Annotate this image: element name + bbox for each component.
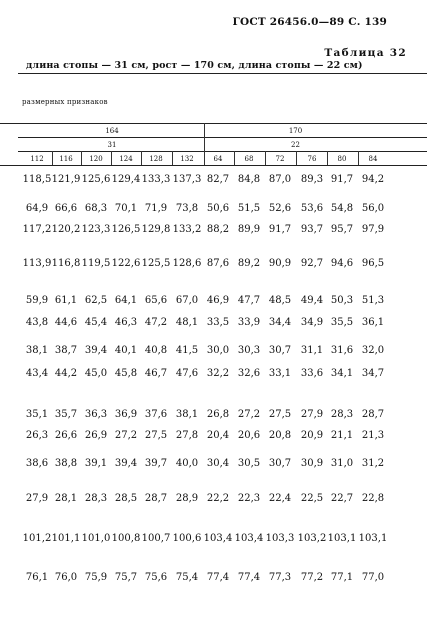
table-cell: 41,5 [175,345,199,356]
table-cell: 116,8 [51,258,81,269]
table-cell: 123,3 [81,224,111,235]
table-cell: 62,5 [84,295,108,306]
table-cell: 21,1 [330,430,354,441]
table-cell: 31,1 [300,345,324,356]
height-group-label: 170 [288,127,303,135]
table-cell: 95,7 [330,224,354,235]
table-cell: 48,5 [268,295,292,306]
table-cell: 34,4 [268,317,292,328]
table-cell: 93,7 [300,224,324,235]
table-cell: 22,7 [330,493,354,504]
table-cell: 39,4 [84,345,108,356]
table-cell: 94,2 [361,174,385,185]
table-cell: 27,2 [114,430,138,441]
table-cell: 84,8 [237,174,261,185]
table-cell: 28,1 [54,493,78,504]
table-cell: 113,9 [22,258,52,269]
table-cell: 35,7 [54,409,78,420]
table-cell: 28,7 [361,409,385,420]
header-bottom-rule [0,165,427,166]
table-cell: 129,8 [141,224,171,235]
table-cell: 82,7 [206,174,230,185]
table-cell: 128,6 [172,258,202,269]
table-cell: 36,9 [114,409,138,420]
table-cell: 40,8 [144,345,168,356]
table-cell: 44,6 [54,317,78,328]
table-cell: 64,9 [25,203,49,214]
table-cell: 38,7 [54,345,78,356]
table-cell: 87,0 [268,174,292,185]
table-cell: 50,6 [206,203,230,214]
table-cell: 28,5 [114,493,138,504]
column-header: 84 [368,155,378,163]
table-cell: 28,3 [84,493,108,504]
table-cell: 68,3 [84,203,108,214]
column-header: 72 [275,155,285,163]
table-cell: 30,5 [237,458,261,469]
table-cell: 20,6 [237,430,261,441]
table-cell: 38,1 [25,345,49,356]
table-cell: 122,6 [111,258,141,269]
table-cell: 31,0 [330,458,354,469]
table-cell: 89,2 [237,258,261,269]
table-cell: 89,3 [300,174,324,185]
table-cell: 30,4 [206,458,230,469]
table-cell: 77,4 [237,572,261,583]
table-title: длина стопы — 31 см, рост — 170 см, длина стопы — 22 см) [26,60,363,71]
column-header: 112 [30,155,44,163]
column-header: 128 [149,155,163,163]
foot-group-label: 31 [107,141,117,149]
table-cell: 77,4 [206,572,230,583]
table-cell: 50,3 [330,295,354,306]
table-cell: 28,9 [175,493,199,504]
table-cell: 101,0 [81,533,111,544]
table-cell: 39,1 [84,458,108,469]
table-cell: 45,0 [84,368,108,379]
table-cell: 96,5 [361,258,385,269]
column-header: 120 [89,155,103,163]
table-cell: 48,1 [175,317,199,328]
table-cell: 103,1 [358,533,388,544]
column-header: 68 [244,155,254,163]
table-cell: 27,5 [144,430,168,441]
table-cell: 75,7 [114,572,138,583]
table-cell: 76,1 [25,572,49,583]
table-cell: 37,6 [144,409,168,420]
table-cell: 27,2 [237,409,261,420]
table-cell: 32,0 [361,345,385,356]
table-cell: 67,0 [175,295,199,306]
table-cell: 45,8 [114,368,138,379]
table-cell: 39,4 [114,458,138,469]
table-cell: 31,6 [330,345,354,356]
table-cell: 38,8 [54,458,78,469]
table-cell: 92,7 [300,258,324,269]
table-cell: 40,1 [114,345,138,356]
table-cell: 20,9 [300,430,324,441]
table-cell: 43,8 [25,317,49,328]
table-cell: 75,6 [144,572,168,583]
table-cell: 30,0 [206,345,230,356]
table-cell: 120,2 [51,224,81,235]
table-cell: 38,6 [25,458,49,469]
table-cell: 30,3 [237,345,261,356]
table-cell: 51,3 [361,295,385,306]
table-cell: 26,6 [54,430,78,441]
table-cell: 103,1 [327,533,357,544]
table-cell: 66,6 [54,203,78,214]
table-cell: 73,8 [175,203,199,214]
column-header: 76 [307,155,317,163]
table-cell: 94,6 [330,258,354,269]
height-group-label: 164 [105,127,119,135]
header-top-rule [0,123,427,124]
table-cell: 75,4 [175,572,199,583]
table-cell: 59,9 [25,295,49,306]
table-cell: 45,4 [84,317,108,328]
table-cell: 47,7 [237,295,261,306]
table-cell: 22,2 [206,493,230,504]
table-cell: 22,8 [361,493,385,504]
table-cell: 126,5 [111,224,141,235]
table-cell: 61,1 [54,295,78,306]
table-cell: 22,4 [268,493,292,504]
table-cell: 76,0 [54,572,78,583]
table-cell: 91,7 [330,174,354,185]
table-cell: 46,7 [144,368,168,379]
table-cell: 133,2 [172,224,202,235]
table-cell: 22,5 [300,493,324,504]
table-cell: 21,3 [361,430,385,441]
table-cell: 125,5 [141,258,171,269]
table-cell: 137,3 [172,174,202,185]
table-cell: 33,9 [237,317,261,328]
table-label: Таблица 32 [324,47,407,59]
table-cell: 71,9 [144,203,168,214]
table-cell: 119,5 [81,258,111,269]
table-cell: 100,6 [172,533,202,544]
table-cell: 27,9 [25,493,49,504]
table-cell: 34,1 [330,368,354,379]
table-cell: 35,5 [330,317,354,328]
table-cell: 34,7 [361,368,385,379]
table-cell: 30,7 [268,458,292,469]
table-cell: 27,9 [300,409,324,420]
table-cell: 103,3 [265,533,295,544]
table-cell: 46,3 [114,317,138,328]
table-cell: 51,5 [237,203,261,214]
table-cell: 38,1 [175,409,199,420]
table-cell: 77,3 [268,572,292,583]
height-rule [18,137,427,138]
title-rule [18,73,427,74]
column-header: 64 [213,155,223,163]
column-header: 116 [59,155,73,163]
table-cell: 20,8 [268,430,292,441]
table-cell: 53,6 [300,203,324,214]
table-cell: 22,3 [237,493,261,504]
table-cell: 56,0 [361,203,385,214]
table-cell: 30,9 [300,458,324,469]
table-cell: 54,8 [330,203,354,214]
table-cell: 89,9 [237,224,261,235]
table-cell: 52,6 [268,203,292,214]
table-cell: 75,9 [84,572,108,583]
table-cell: 26,3 [25,430,49,441]
table-cell: 33,6 [300,368,324,379]
table-cell: 28,7 [144,493,168,504]
table-cell: 133,3 [141,174,171,185]
sub-heading: размерных признаков [22,98,108,106]
foot-rule [18,151,427,152]
column-header: 124 [119,155,133,163]
column-header: 132 [180,155,194,163]
table-cell: 32,2 [206,368,230,379]
table-cell: 101,1 [51,533,81,544]
table-cell: 40,0 [175,458,199,469]
table-cell: 118,5 [22,174,52,185]
table-cell: 36,3 [84,409,108,420]
table-cell: 27,5 [268,409,292,420]
table-cell: 26,9 [84,430,108,441]
column-header: 80 [337,155,347,163]
table-cell: 77,1 [330,572,354,583]
table-cell: 129,4 [111,174,141,185]
table-cell: 101,2 [22,533,52,544]
table-cell: 70,1 [114,203,138,214]
table-cell: 27,8 [175,430,199,441]
table-cell: 77,0 [361,572,385,583]
table-cell: 33,1 [268,368,292,379]
table-cell: 30,7 [268,345,292,356]
table-cell: 97,9 [361,224,385,235]
table-cell: 121,9 [51,174,81,185]
table-cell: 46,9 [206,295,230,306]
table-cell: 103,4 [203,533,233,544]
table-cell: 20,4 [206,430,230,441]
table-cell: 44,2 [54,368,78,379]
table-cell: 32,6 [237,368,261,379]
table-cell: 39,7 [144,458,168,469]
table-cell: 47,6 [175,368,199,379]
table-cell: 103,2 [297,533,327,544]
page-header: ГОСТ 26456.0—89 С. 139 [232,16,387,28]
table-cell: 31,2 [361,458,385,469]
table-cell: 90,9 [268,258,292,269]
table-cell: 91,7 [268,224,292,235]
table-cell: 49,4 [300,295,324,306]
table-cell: 117,2 [22,224,52,235]
table-cell: 35,1 [25,409,49,420]
table-cell: 87,6 [206,258,230,269]
table-cell: 36,1 [361,317,385,328]
table-cell: 125,6 [81,174,111,185]
table-cell: 64,1 [114,295,138,306]
table-cell: 103,4 [234,533,264,544]
table-cell: 26,8 [206,409,230,420]
table-cell: 65,6 [144,295,168,306]
table-cell: 43,4 [25,368,49,379]
table-cell: 100,7 [141,533,171,544]
table-cell: 77,2 [300,572,324,583]
table-cell: 28,3 [330,409,354,420]
table-cell: 88,2 [206,224,230,235]
table-cell: 47,2 [144,317,168,328]
table-cell: 34,9 [300,317,324,328]
foot-group-label: 22 [291,141,300,149]
table-cell: 33,5 [206,317,230,328]
table-cell: 100,8 [111,533,141,544]
